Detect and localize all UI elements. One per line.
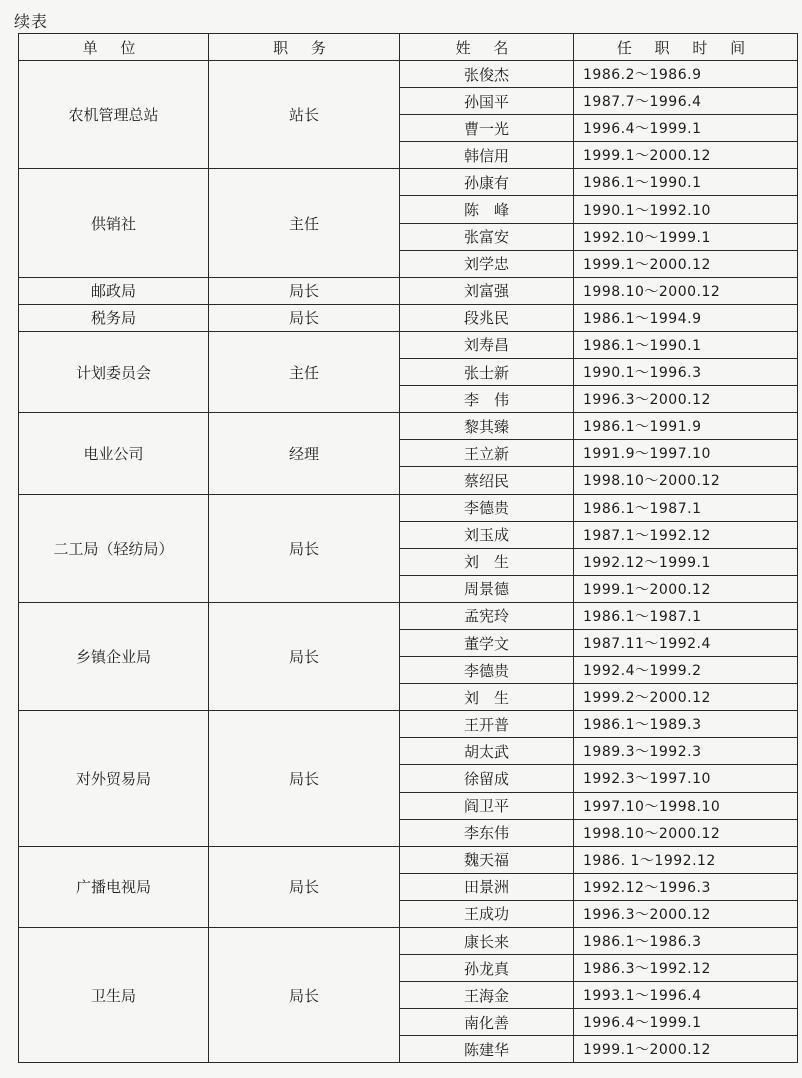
name-cell: 段兆民 — [400, 304, 574, 331]
unit-cell: 卫生局 — [19, 928, 209, 1063]
table-row — [19, 61, 798, 88]
name-cell: 刘寿昌 — [400, 331, 574, 358]
table-row — [19, 331, 798, 358]
position-cell: 主任 — [209, 331, 400, 412]
name-cell: 孙龙真 — [400, 955, 574, 982]
term-cell: 1992.10～1999.1 — [574, 223, 798, 250]
term-cell: 1986.1～1990.1 — [574, 331, 798, 358]
table-row — [19, 277, 798, 304]
position-cell: 局长 — [209, 277, 400, 304]
term-cell: 1992.12～1999.1 — [574, 548, 798, 575]
term-cell: 1986.1～1987.1 — [574, 602, 798, 629]
term-cell: 1986.1～1986.3 — [574, 928, 798, 955]
position-cell: 局长 — [209, 304, 400, 331]
name-cell: 王开普 — [400, 711, 574, 738]
name-cell: 周景德 — [400, 575, 574, 602]
term-cell: 1987.11～1992.4 — [574, 629, 798, 656]
term-cell: 1996.3～2000.12 — [574, 386, 798, 413]
term-cell: 1986.3～1992.12 — [574, 955, 798, 982]
header-position: 职 务 — [209, 34, 400, 61]
name-cell: 李 伟 — [400, 386, 574, 413]
name-cell: 李东伟 — [400, 819, 574, 846]
term-cell: 1996.4～1999.1 — [574, 1009, 798, 1036]
term-cell: 1993.1～1996.4 — [574, 982, 798, 1009]
name-cell: 孙康有 — [400, 169, 574, 196]
header-term: 任 职 时 间 — [574, 34, 798, 61]
unit-cell: 农机管理总站 — [19, 61, 209, 169]
unit-cell: 电业公司 — [19, 413, 209, 494]
table-row — [19, 711, 798, 738]
unit-cell: 二工局（轻纺局） — [19, 494, 209, 602]
term-cell: 1987.1～1992.12 — [574, 521, 798, 548]
term-cell: 1987.7～1996.4 — [574, 88, 798, 115]
unit-cell: 乡镇企业局 — [19, 602, 209, 710]
term-cell: 1986.2～1986.9 — [574, 61, 798, 88]
name-cell: 李德贵 — [400, 657, 574, 684]
position-cell: 主任 — [209, 169, 400, 277]
name-cell: 董学文 — [400, 629, 574, 656]
term-cell: 1997.10～1998.10 — [574, 792, 798, 819]
name-cell: 刘富强 — [400, 277, 574, 304]
position-cell: 局长 — [209, 602, 400, 710]
name-cell: 刘玉成 — [400, 521, 574, 548]
table-caption: 续表 — [14, 12, 49, 31]
term-cell: 1990.1～1992.10 — [574, 196, 798, 223]
term-cell: 1986.1～1991.9 — [574, 413, 798, 440]
position-cell: 站长 — [209, 61, 400, 169]
personnel-table — [18, 33, 798, 1063]
name-cell: 魏天福 — [400, 846, 574, 873]
term-cell: 1999.1～2000.12 — [574, 142, 798, 169]
unit-cell: 对外贸易局 — [19, 711, 209, 846]
position-cell: 局长 — [209, 846, 400, 927]
term-cell: 1998.10～2000.12 — [574, 467, 798, 494]
position-cell: 经理 — [209, 413, 400, 494]
name-cell: 徐留成 — [400, 765, 574, 792]
name-cell: 王成功 — [400, 900, 574, 927]
name-cell: 韩信用 — [400, 142, 574, 169]
term-cell: 1996.3～2000.12 — [574, 900, 798, 927]
name-cell: 孙国平 — [400, 88, 574, 115]
name-cell: 蔡绍民 — [400, 467, 574, 494]
unit-cell: 供销社 — [19, 169, 209, 277]
name-cell: 刘 生 — [400, 684, 574, 711]
name-cell: 阎卫平 — [400, 792, 574, 819]
name-cell: 曹一光 — [400, 115, 574, 142]
term-cell: 1996.4～1999.1 — [574, 115, 798, 142]
name-cell: 王海金 — [400, 982, 574, 1009]
table-row — [19, 602, 798, 629]
term-cell: 1998.10～2000.12 — [574, 819, 798, 846]
term-cell: 1999.1～2000.12 — [574, 575, 798, 602]
table-row — [19, 169, 798, 196]
header-row — [19, 34, 798, 61]
unit-cell: 邮政局 — [19, 277, 209, 304]
unit-cell: 广播电视局 — [19, 846, 209, 927]
term-cell: 1986.1～1989.3 — [574, 711, 798, 738]
name-cell: 刘 生 — [400, 548, 574, 575]
name-cell: 田景洲 — [400, 873, 574, 900]
unit-cell: 计划委员会 — [19, 331, 209, 412]
term-cell: 1986. 1～1992.12 — [574, 846, 798, 873]
name-cell: 陈建华 — [400, 1036, 574, 1063]
term-cell: 1999.2～2000.12 — [574, 684, 798, 711]
term-cell: 1986.1～1990.1 — [574, 169, 798, 196]
name-cell: 黎其臻 — [400, 413, 574, 440]
name-cell: 陈 峰 — [400, 196, 574, 223]
name-cell: 胡太武 — [400, 738, 574, 765]
header-name: 姓 名 — [400, 34, 574, 61]
term-cell: 1999.1～2000.12 — [574, 1036, 798, 1063]
unit-cell: 税务局 — [19, 304, 209, 331]
name-cell: 张士新 — [400, 359, 574, 386]
term-cell: 1990.1～1996.3 — [574, 359, 798, 386]
table-row — [19, 304, 798, 331]
name-cell: 王立新 — [400, 440, 574, 467]
term-cell: 1991.9～1997.10 — [574, 440, 798, 467]
term-cell: 1998.10～2000.12 — [574, 277, 798, 304]
term-cell: 1999.1～2000.12 — [574, 250, 798, 277]
name-cell: 南化善 — [400, 1009, 574, 1036]
term-cell: 1989.3～1992.3 — [574, 738, 798, 765]
term-cell: 1986.1～1994.9 — [574, 304, 798, 331]
name-cell: 孟宪玲 — [400, 602, 574, 629]
header-unit: 单 位 — [19, 34, 209, 61]
term-cell: 1992.4～1999.2 — [574, 657, 798, 684]
term-cell: 1992.3～1997.10 — [574, 765, 798, 792]
table-row — [19, 846, 798, 873]
name-cell: 张俊杰 — [400, 61, 574, 88]
table-row — [19, 494, 798, 521]
table-row — [19, 413, 798, 440]
term-cell: 1986.1～1987.1 — [574, 494, 798, 521]
position-cell: 局长 — [209, 928, 400, 1063]
table-body — [19, 61, 798, 1063]
name-cell: 李德贵 — [400, 494, 574, 521]
name-cell: 康长来 — [400, 928, 574, 955]
table-row — [19, 928, 798, 955]
position-cell: 局长 — [209, 711, 400, 846]
table-header — [19, 34, 798, 61]
name-cell: 刘学忠 — [400, 250, 574, 277]
term-cell: 1992.12～1996.3 — [574, 873, 798, 900]
position-cell: 局长 — [209, 494, 400, 602]
name-cell: 张富安 — [400, 223, 574, 250]
